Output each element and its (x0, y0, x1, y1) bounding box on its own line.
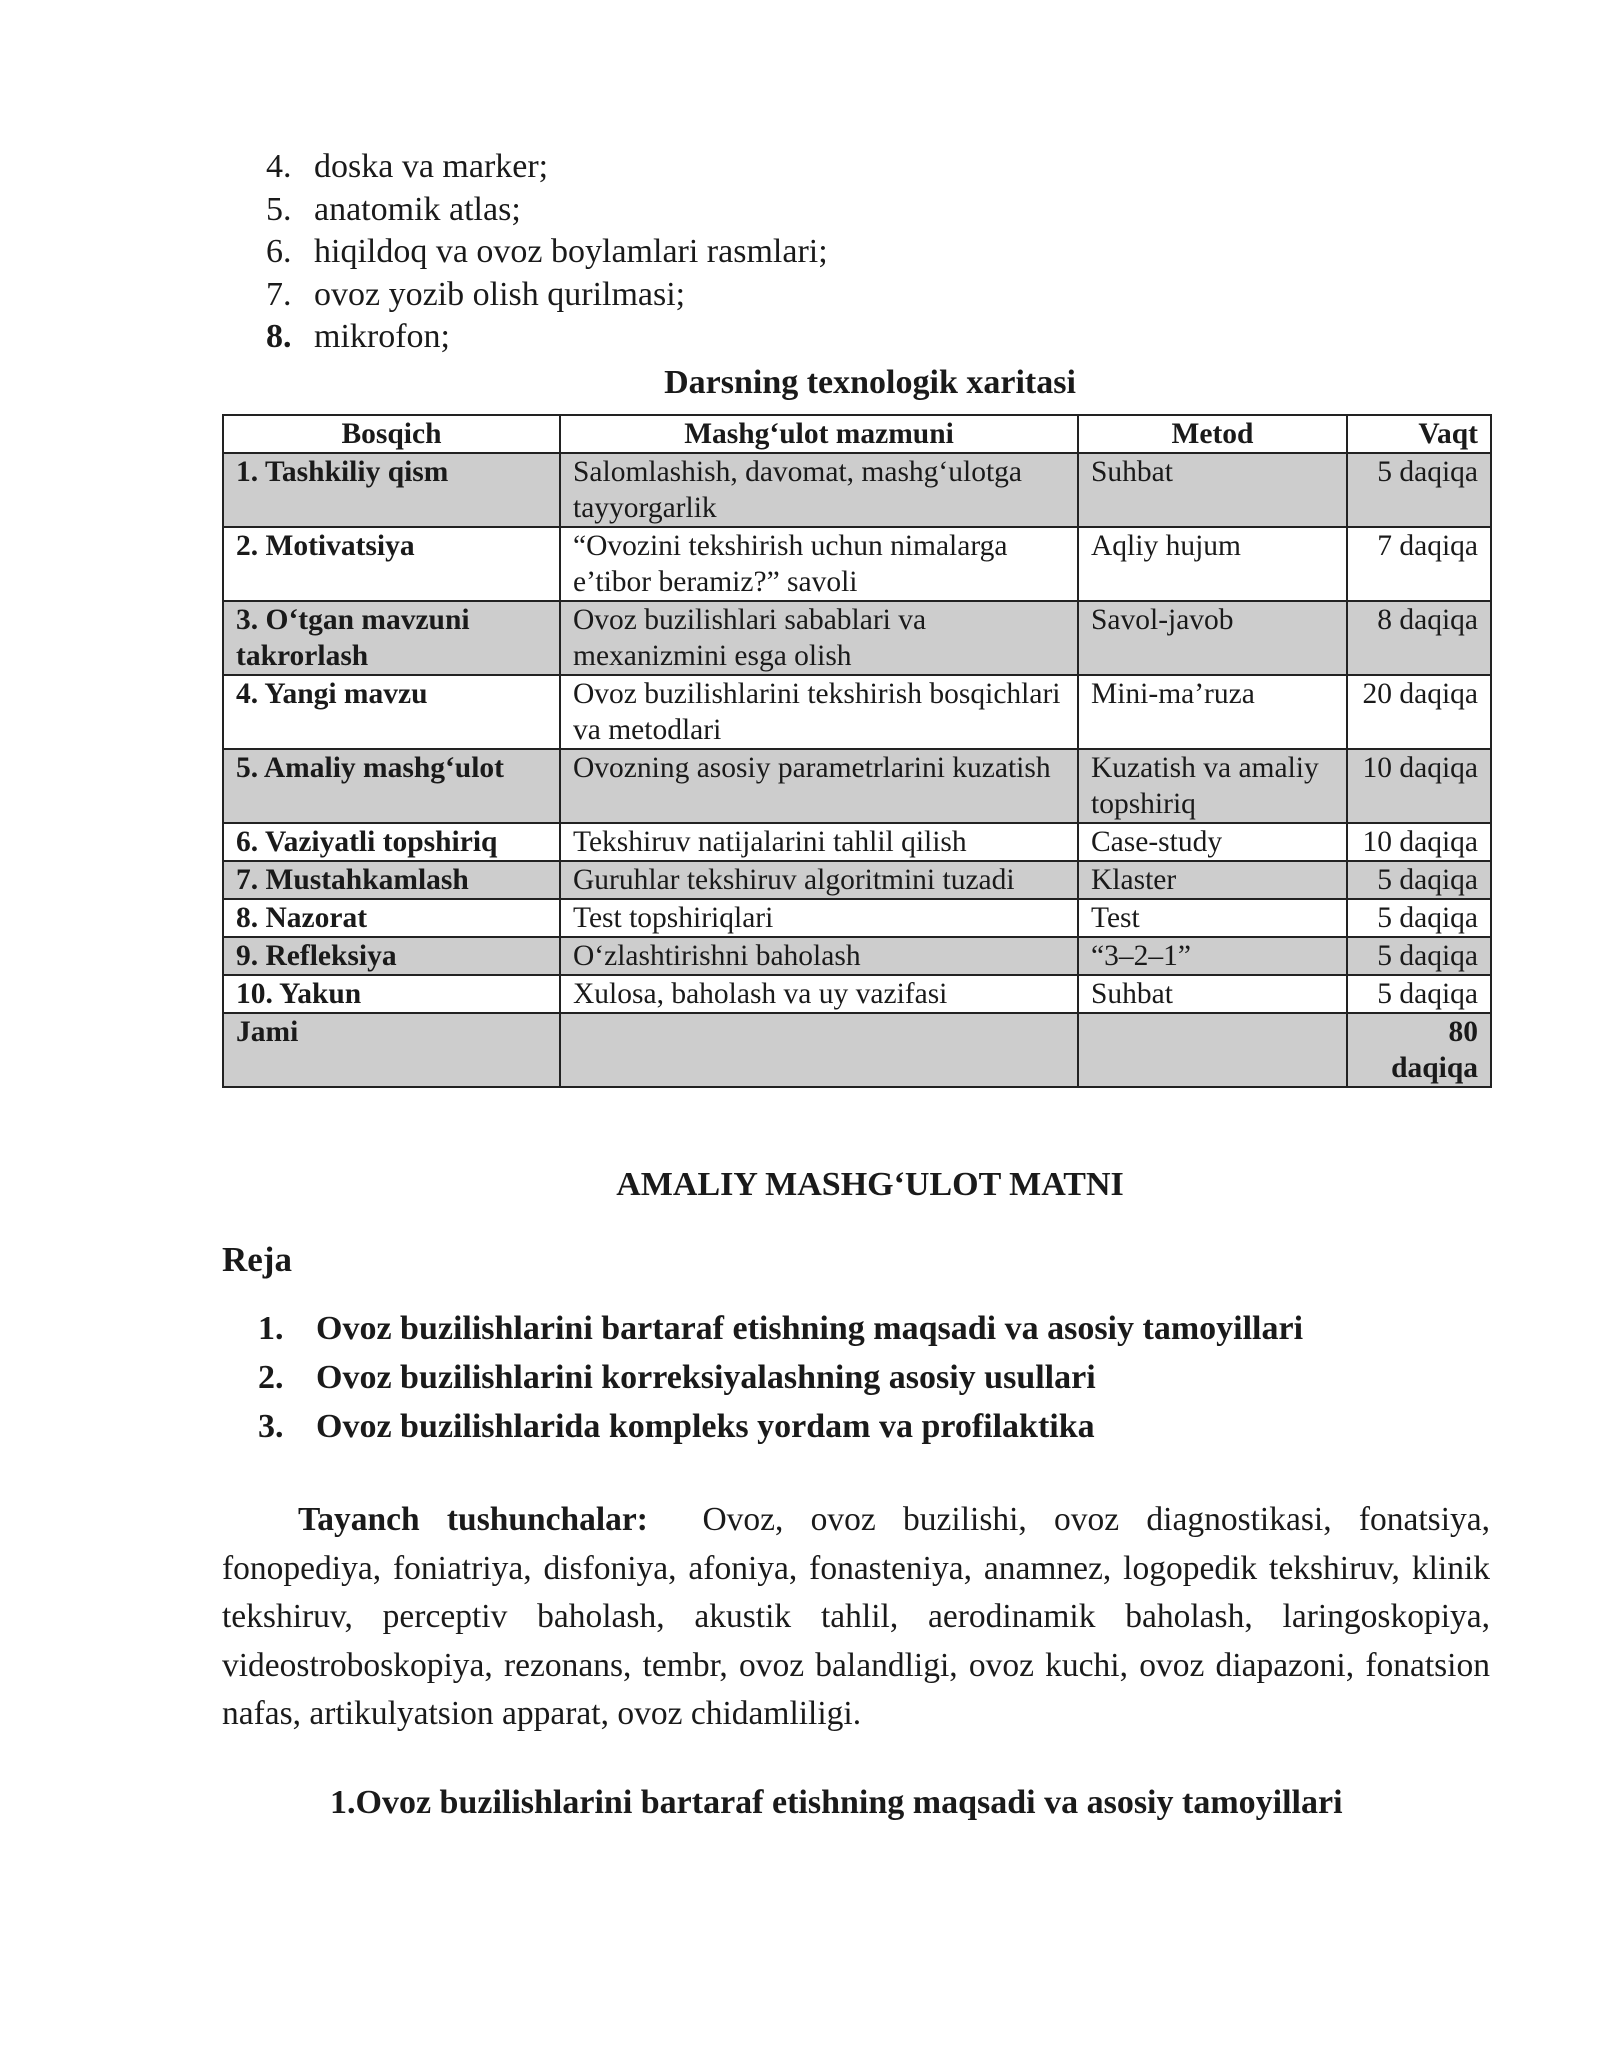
cell-stage: 5. Amaliy mashg‘ulot (223, 749, 560, 823)
plan-list (258, 1304, 1303, 1451)
plan-item (258, 1402, 1303, 1451)
list-item (266, 146, 828, 189)
plan-text: Ovoz buzilishlarini korreksiyalashning asosiy usullari (316, 1359, 1096, 1396)
cell-method: Kuzatish va amaliy topshiriq (1078, 749, 1347, 823)
technological-map-table (222, 414, 1492, 1088)
cell-time: 5 daqiqa (1347, 453, 1491, 527)
cell-method: Suhbat (1078, 453, 1347, 527)
list-number: 7. (266, 275, 292, 313)
plan-item (258, 1353, 1303, 1402)
cell-method: Klaster (1078, 861, 1347, 899)
cell-stage: 10. Yakun (223, 975, 560, 1013)
column-header-content: Mashg‘ulot mazmuni (560, 415, 1078, 453)
list-number: 6. (266, 233, 292, 270)
list-text: mikrofon; (314, 318, 450, 355)
plan-text: Ovoz buzilishlarini bartaraf etishning maqsadi va asosiy tamoyillari (316, 1310, 1304, 1347)
list-number: 5. (266, 190, 292, 228)
cell-content: Xulosa, baholash va uy vazifasi (560, 975, 1078, 1013)
cell-time: 5 daqiqa (1347, 861, 1491, 899)
cell-stage: 3. O‘tgan mavzuni takrorlash (223, 601, 560, 675)
cell-content: Test topshiriqlari (560, 899, 1078, 937)
list-number: 8. (266, 318, 292, 355)
cell-stage: 4. Yangi mavzu (223, 675, 560, 749)
cell-time: 10 daqiqa (1347, 823, 1491, 861)
list-number: 4. (266, 148, 292, 185)
cell-method: Suhbat (1078, 975, 1347, 1013)
cell-content: O‘zlashtirishni baholash (560, 937, 1078, 975)
cell-total-label: Jami (223, 1013, 560, 1087)
list-item (266, 316, 828, 359)
list-item (266, 189, 828, 232)
cell-time: 7 daqiqa (1347, 527, 1491, 601)
table-row (223, 453, 1491, 527)
cell-stage: 8. Nazorat (223, 899, 560, 937)
cell-total-content (560, 1013, 1078, 1087)
column-header-stage: Bosqich (223, 415, 560, 453)
cell-method: Mini-ma’ruza (1078, 675, 1347, 749)
cell-content: Ovozning asosiy parametrlarini kuzatish (560, 749, 1078, 823)
table-total-row (223, 1013, 1491, 1087)
table-row (223, 675, 1491, 749)
table-header-row (223, 415, 1491, 453)
column-header-time: Vaqt (1347, 415, 1491, 453)
cell-total-method (1078, 1013, 1347, 1087)
table-row (223, 823, 1491, 861)
cell-time: 20 daqiqa (1347, 675, 1491, 749)
list-text: hiqildoq va ovoz boylamlari rasmlari; (314, 233, 828, 270)
list-item (266, 231, 828, 274)
list-text: anatomik atlas; (314, 190, 521, 228)
list-text: ovoz yozib olish qurilmasi; (314, 275, 686, 313)
cell-stage: 1. Tashkiliy qism (223, 453, 560, 527)
section-heading: 1.Ovoz buzilishlarini bartaraf etishning maqsadi va asosiy tamoyillari (330, 1784, 1343, 1821)
plan-number: 3. (258, 1408, 284, 1445)
cell-time: 5 daqiqa (1347, 975, 1491, 1013)
cell-time: 8 daqiqa (1347, 601, 1491, 675)
plan-text: Ovoz buzilishlarida kompleks yordam va profilaktika (316, 1408, 1095, 1445)
cell-stage: 6. Vaziyatli topshiriq (223, 823, 560, 861)
equipment-list (266, 146, 828, 359)
list-item (266, 274, 828, 317)
cell-content: Ovoz buzilishlarini tekshirish bosqichlari va metodlari (560, 675, 1078, 749)
cell-time: 5 daqiqa (1347, 899, 1491, 937)
cell-content: “Ovozini tekshirish uchun nimalarga e’tibor beramiz?” savoli (560, 527, 1078, 601)
cell-stage: 2. Motivatsiya (223, 527, 560, 601)
table-row (223, 749, 1491, 823)
table-row (223, 899, 1491, 937)
table-row (223, 975, 1491, 1013)
plan-label: Reja (222, 1240, 292, 1279)
list-text: doska va marker; (314, 148, 549, 185)
cell-content: Ovoz buzilishlari sabablari va mexanizmini esga olish (560, 601, 1078, 675)
cell-content: Tekshiruv natijalarini tahlil qilish (560, 823, 1078, 861)
plan-number: 1. (258, 1310, 284, 1347)
table-row (223, 937, 1491, 975)
cell-method: Aqliy hujum (1078, 527, 1347, 601)
plan-item (258, 1304, 1303, 1353)
cell-total-time: 80 daqiqa (1347, 1013, 1491, 1087)
cell-method: “3–2–1” (1078, 937, 1347, 975)
cell-method: Savol-javob (1078, 601, 1347, 675)
cell-stage: 9. Refleksiya (223, 937, 560, 975)
key-concepts-label: Tayanch tushunchalar: (298, 1501, 648, 1538)
cell-time: 10 daqiqa (1347, 749, 1491, 823)
cell-method: Test (1078, 899, 1347, 937)
table-row (223, 527, 1491, 601)
key-concepts-text: Ovoz, ovoz buzilishi, ovoz diagnostikasi, fonatsiya, fonopediya, foniatriya, disfoniya, afoniya, fonasteniya, anamnez, logopedik tekshiruv, klinik tekshiruv, perceptiv baholash, akustik tahlil, aerodinamik baholash, laringoskopiya, videostroboskopiya, rezonans, tembr, ovoz balandligi, ovoz kuchi, ovoz diapazoni, fonatsion nafas, artikulyatsion apparat, ovoz chidamliligi. (222, 1501, 1490, 1732)
cell-time: 5 daqiqa (1347, 937, 1491, 975)
section-title: AMALIY MASHG‘ULOT MATNI (616, 1166, 1124, 1203)
plan-number: 2. (258, 1359, 284, 1396)
cell-content: Salomlashish, davomat, mashg‘ulotga tayyorgarlik (560, 453, 1078, 527)
table-row (223, 601, 1491, 675)
table-row (223, 861, 1491, 899)
column-header-method: Metod (1078, 415, 1347, 453)
table-title: Darsning texnologik xaritasi (664, 364, 1076, 401)
cell-method: Case-study (1078, 823, 1347, 861)
cell-stage: 7. Mustahkamlash (223, 861, 560, 899)
cell-content: Guruhlar tekshiruv algoritmini tuzadi (560, 861, 1078, 899)
key-concepts-paragraph (222, 1496, 1490, 1739)
